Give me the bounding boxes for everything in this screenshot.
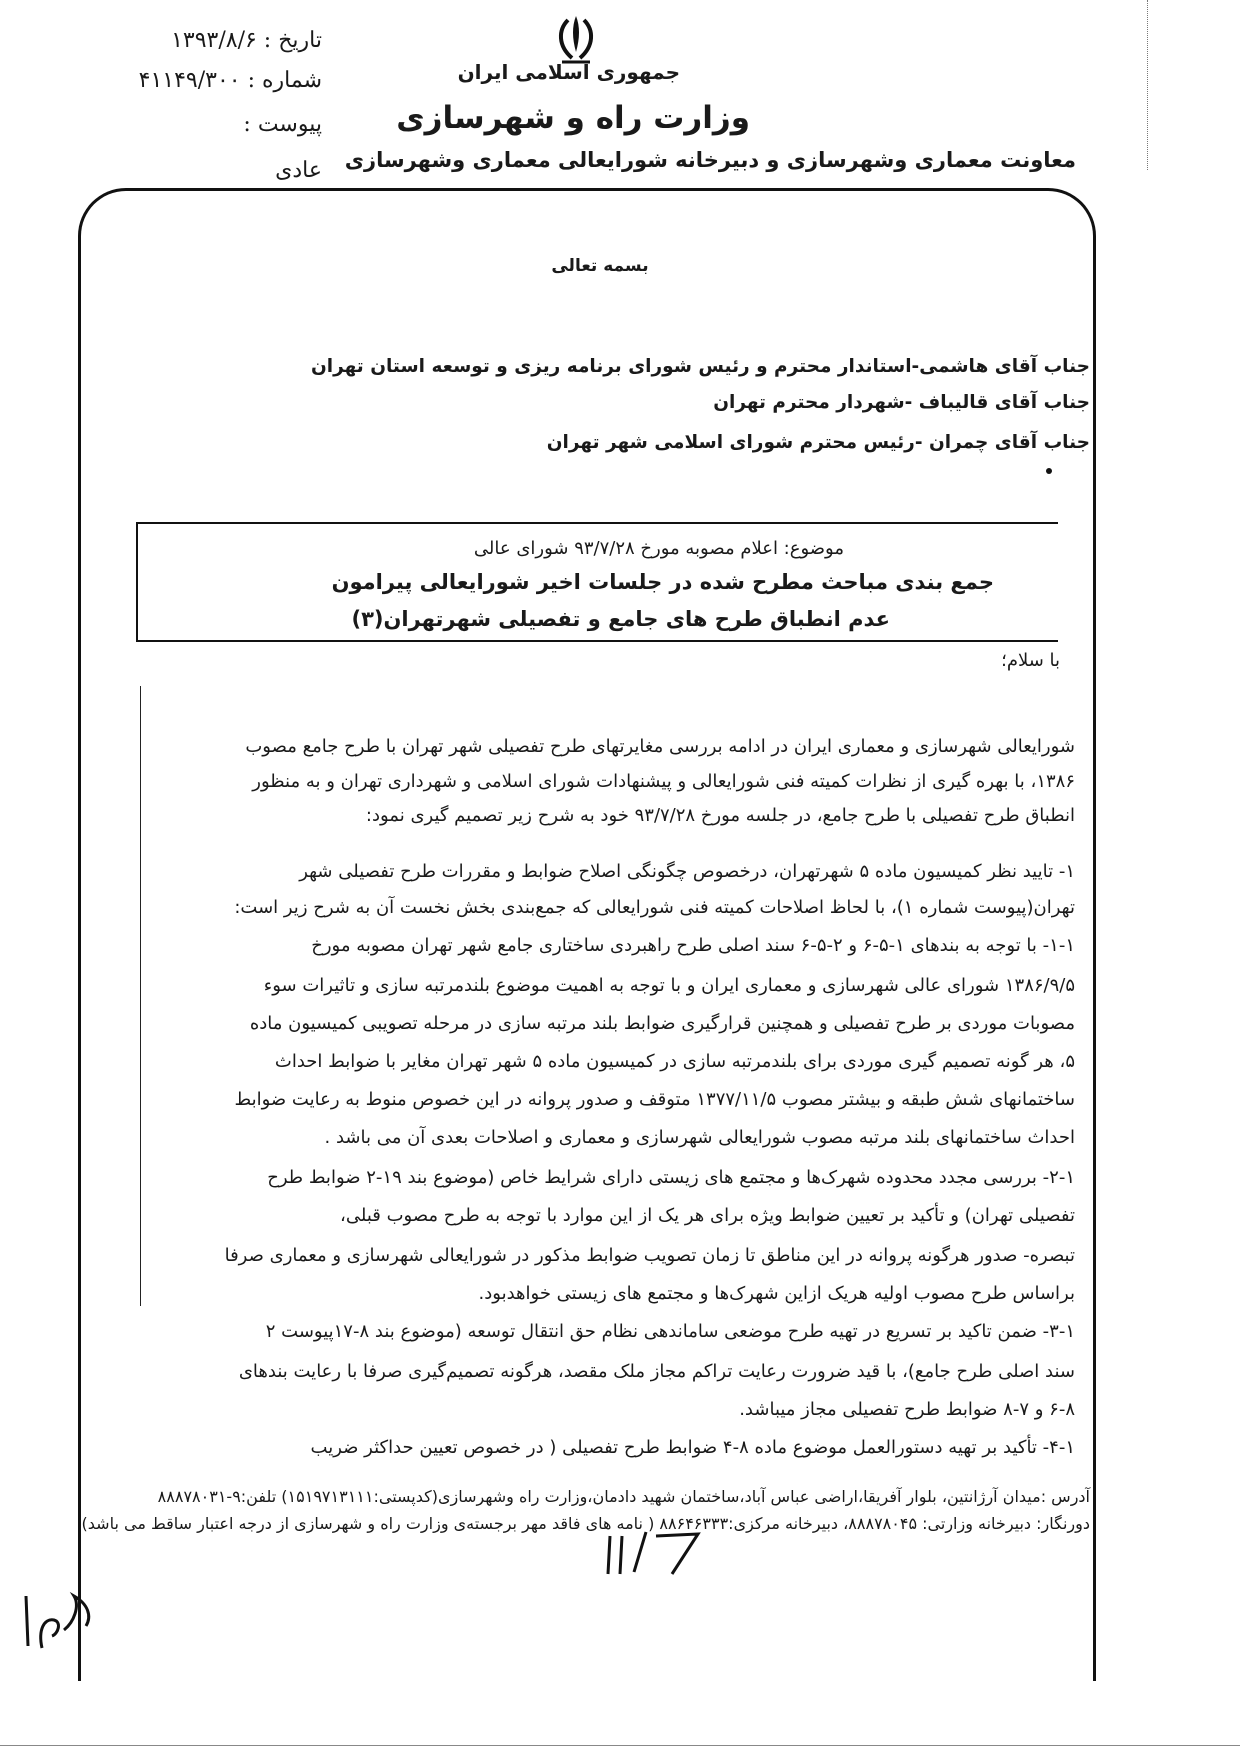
body-line: ۱- تایید نظر کمیسیون ماده ۵ شهرتهران، درخصوص چگونگی اصلاح ضوابط و مقررات طرح تفصیلی شهر xyxy=(299,861,1075,882)
scan-margin-line xyxy=(1147,0,1148,170)
republic-name: جمهوری اسلامی ایران xyxy=(457,60,680,84)
deputy-office: معاونت معماری وشهرسازی و دبیرخانه شورایعالی معماری وشهرسازی xyxy=(344,148,1076,172)
recipient-line: جناب آقای هاشمی-استاندار محترم و رئیس شورای برنامه ریزی و توسعه استان تهران xyxy=(310,356,1090,377)
recipient-line: جناب آقای قالیباف -شهردار محترم تهران xyxy=(713,392,1090,413)
invocation: بسمه تعالی xyxy=(551,256,649,276)
body-line: براساس طرح مصوب اولیه هریک ازاین شهرک‌ها و مجتمع های زیستی خواهدبود. xyxy=(478,1283,1075,1304)
body-line: ۳-۱- ضمن تاکید بر تسریع در تهیه طرح موضعی ساماندهی نظام حق انتقال توسعه (موضوع بند ۸-۱۷پیوست ۲ xyxy=(265,1321,1075,1342)
letter-attachment: پیوست : xyxy=(243,112,322,137)
body-line: مصوبات موردی بر طرح تفصیلی و همچنین قرارگیری ضوابط بلند مرتبه سازی در مرحله تصویبی کمیسیون ماده xyxy=(249,1013,1075,1034)
handwritten-mark-icon xyxy=(600,1528,710,1578)
body-line: ۵، هر گونه تصمیم گیری موردی برای بلندمرتبه سازی در کمیسیون ماده ۵ شهر تهران مغایر با ضوابط احداث xyxy=(274,1051,1075,1072)
body-line: ساختمانهای شش طبقه و بیشتر مصوب ۱۳۷۷/۱۱/۵ متوقف و صدور پروانه در این خصوص منوط به رعایت ضوابط xyxy=(234,1089,1075,1110)
subject-line: موضوع: اعلام مصوبه مورخ ۹۳/۷/۲۸ شورای عالی xyxy=(473,538,844,559)
margin-line xyxy=(140,686,141,1306)
body-line: ۱۳۸۶/۹/۵ شورای عالی شهرسازی و معماری ایران و با توجه به اهمیت موضوع بلندمرتبه سازی و تاثیرات سوء xyxy=(263,975,1075,996)
body-line: ۴-۱- تأکید بر تهیه دستورالعمل موضوع ماده ۸-۴ ضوابط طرح تفصیلی ( در خصوص تعیین حداکثر ضریب xyxy=(310,1437,1075,1458)
body-line: تفصیلی تهران) و تأکید بر تعیین ضوابط ویژه برای هر یک از این موارد با توجه به طرح مصوب قبلی، xyxy=(340,1205,1075,1226)
ministry-name: وزارت راه و شهرسازی xyxy=(396,100,750,136)
letter-classification: عادی xyxy=(275,158,322,183)
body-line: ۱۳۸۶، با بهره گیری از نظرات کمیته فنی شورایعالی و پیشنهادات شورای اسلامی و شهرداری تهران و به منظور xyxy=(252,771,1075,792)
body-line: تبصره- صدور هرگونه پروانه در این مناطق تا زمان تصویب ضوابط مذکور در شورایعالی شهرسازی و معماری صرفا xyxy=(224,1245,1075,1266)
letter-number: شماره : ۴۱۱۴۹/۳۰۰ xyxy=(138,68,322,93)
body-line: ۲-۱- بررسی مجدد محدوده شهرک‌ها و مجتمع های زیستی دارای شرایط خاص (موضوع بند ۱۹-۲ ضوابط طرح xyxy=(267,1167,1075,1188)
scan-edge-line xyxy=(0,1745,1240,1746)
body-line: احداث ساختمانهای بلند مرتبه مصوب شورایعالی شهرسازی و معماری و اصلاحات بعدی آن می باشد . xyxy=(324,1127,1075,1148)
letter-date: تاریخ : ۱۳۹۳/۸/۶ xyxy=(171,28,322,53)
footer-fax: دورنگار: دبیرخانه وزارتی: ۸۸۸۷۸۰۴۵، دبیرخانه مرکزی:۸۸۶۴۶۳۳۳ ( نامه های فاقد مهر برجسته‌ی وزارت راه و شهرسازی از درجه اعتبار ساقط می باشد) xyxy=(81,1514,1090,1533)
greeting: با سلام؛ xyxy=(1001,650,1060,671)
bullet-dot xyxy=(1046,468,1052,474)
body-line: ۶-۸ و ۷-۸ ضوابط طرح تفصیلی مجاز میباشد. xyxy=(739,1399,1075,1420)
body-line: تهران(پیوست شماره ۱)، با لحاظ اصلاحات کمیته فنی شورایعالی که جمع‌بندی بخش نخست آن به شرح زیر است: xyxy=(234,897,1075,918)
footer-address: آدرس :میدان آرژانتین، بلوار آفریقا،اراضی عباس آباد،ساختمان شهید دادمان،وزارت راه وشهرسازی(کدپستی:۱۵۱۹۷۱۳۱۱۱) تلفن:۹-۸۸۸۷۸۰۳۱ xyxy=(157,1487,1090,1506)
recipient-line: جناب آقای چمران -رئیس محترم شورای اسلامی شهر تهران xyxy=(546,432,1090,453)
body-line: ۱-۱- با توجه به بندهای ۱-۵-۶ و ۲-۵-۶ سند اصلی طرح راهبردی ساختاری جامع شهر تهران مصوبه مورخ xyxy=(311,935,1075,956)
subject-title: جمع بندی مباحث مطرح شده در جلسات اخیر شورایعالی پیرامون xyxy=(331,570,994,594)
body-line: سند اصلی طرح جامع)، با قید ضرورت رعایت تراکم مجاز ملک مقصد، هرگونه تصمیم‌گیری صرفا با رعایت بندهای xyxy=(238,1361,1075,1382)
body-line: شورایعالی شهرسازی و معماری ایران در ادامه بررسی مغایرتهای طرح تفصیلی شهر تهران با طرح جامع مصوب xyxy=(245,736,1075,757)
body-line: انطباق طرح تفصیلی با طرح جامع، در جلسه مورخ ۹۳/۷/۲۸ خود به شرح زیر تصمیم گیری نمود: xyxy=(365,805,1075,826)
subject-title: عدم انطباق طرح های جامع و تفصیلی شهرتهران(۳) xyxy=(351,607,890,631)
handwritten-page-number-icon xyxy=(18,1590,98,1652)
